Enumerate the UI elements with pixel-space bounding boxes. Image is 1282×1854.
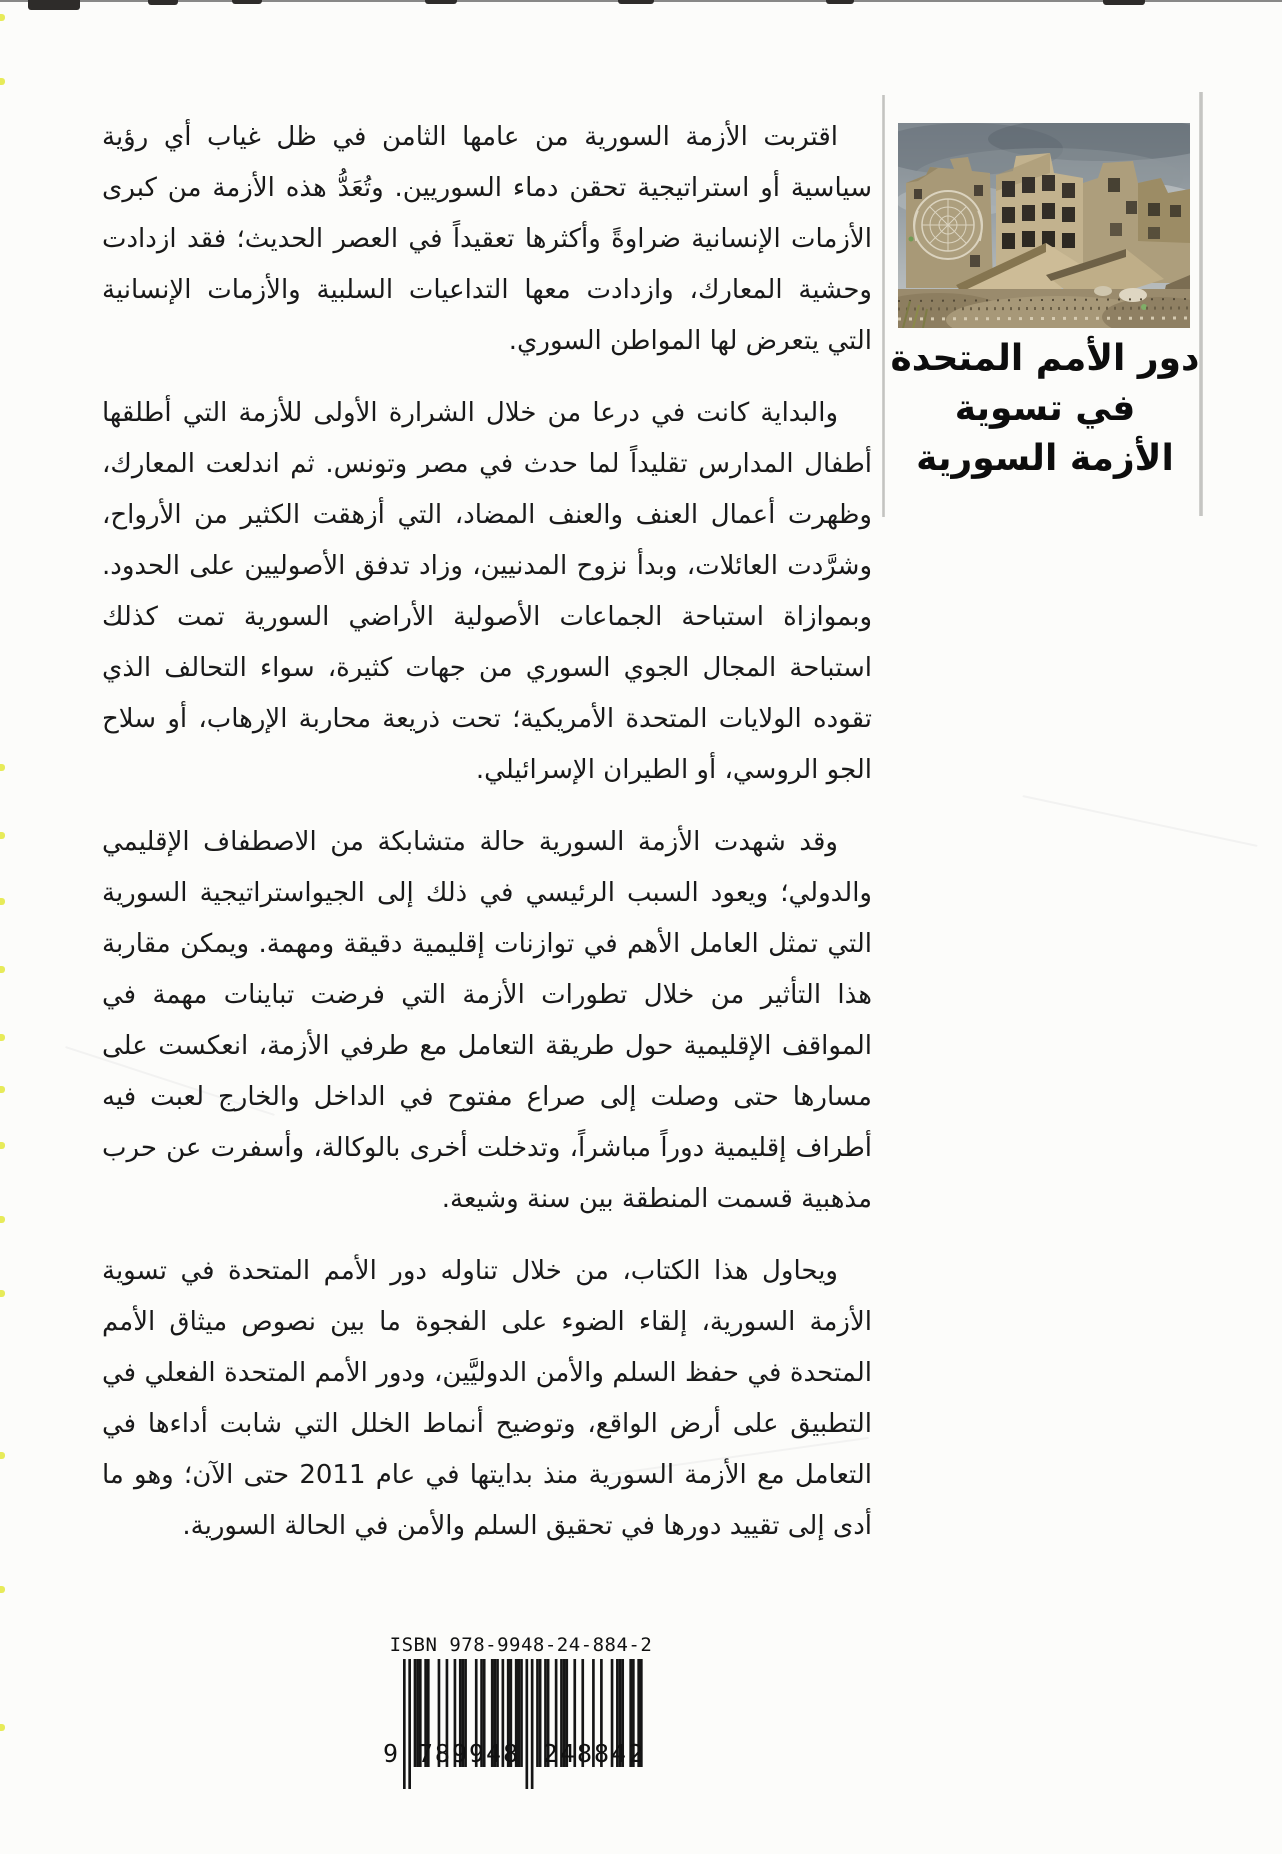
ruins-photo bbox=[898, 123, 1190, 328]
scan-artifact bbox=[0, 832, 5, 839]
scan-artifact bbox=[0, 1724, 5, 1731]
scan-artifact bbox=[148, 0, 178, 5]
scan-artifact bbox=[0, 1086, 5, 1093]
scan-artifact bbox=[0, 966, 5, 973]
ean13-barcode bbox=[385, 1659, 657, 1793]
scan-artifact bbox=[0, 1216, 5, 1223]
scan-artifact bbox=[0, 1290, 5, 1297]
isbn-barcode-block bbox=[385, 1634, 657, 1793]
scan-artifact bbox=[826, 0, 854, 4]
scan-artifact bbox=[425, 0, 457, 4]
scan-artifact bbox=[0, 1034, 5, 1041]
scan-artifact bbox=[0, 78, 5, 85]
book-title bbox=[880, 334, 1210, 484]
blurb-paragraph: اقتربت الأزمة السورية من عامها الثامن في ظل غياب أي رؤية سياسية أو استراتيجية تحقن دماء السوريين. وتُعَدُّ هذه الأزمة من كبرى الأزمات الإنسانية ضراوةً وأكثرها تعقيداً في العصر الحديث؛ فقد ازدادت وحشية المعارك، وازدادت معها التداعيات السلبية والأزمات الإنسانية التي يتعرض لها المواطن السوري. bbox=[102, 122, 872, 356]
scan-artifact bbox=[618, 0, 654, 4]
scan-artifact bbox=[232, 0, 262, 4]
book-title-line: دور الأمم المتحدة bbox=[890, 338, 1200, 379]
green-speck bbox=[909, 237, 914, 242]
ean-digit-left: 789948 bbox=[417, 1739, 521, 1768]
book-title-line: الأزمة السورية bbox=[916, 438, 1174, 479]
scan-scratch bbox=[1022, 795, 1257, 847]
scan-artifact bbox=[0, 14, 5, 21]
blurb-text bbox=[102, 112, 872, 1573]
scan-artifact bbox=[0, 898, 5, 905]
scan-artifact bbox=[1103, 0, 1145, 5]
scan-artifact bbox=[0, 1142, 5, 1149]
isbn-label: ISBN 978-9948-24-884-2 bbox=[389, 1634, 653, 1656]
blurb-paragraph: والبداية كانت في درعا من خلال الشرارة الأولى للأزمة التي أطلقها أطفال المدارس تقليداً لما حدث في مصر وتونس. ثم اندلعت المعارك، وظهرت أعمال العنف والعنف المضاد، التي أزهقت الكثير من الأرواح، وشرَّدت العائلات، وبدأ نزوح المدنيين، وزاد تدفق الأصوليين على الحدود. وبموازاة استباحة الجماعات الأصولية الأراضي السورية تمت كذلك استباحة المجال الجوي السوري من جهات كثيرة، سواء التحالف الذي تقوده الولايات المتحدة الأمريكية؛ تحت ذريعة محاربة الإرهاب، أو سلاح الجو الروسي، أو الطيران الإسرائيلي. bbox=[102, 398, 872, 785]
blurb-paragraph: ويحاول هذا الكتاب، من خلال تناوله دور الأمم المتحدة في تسوية الأزمة السورية، إلقاء الضوء على الفجوة ما بين نصوص ميثاق الأمم المتحدة في حفظ السلم والأمن الدوليَّين، ودور الأمم المتحدة الفعلي في التطبيق على أرض الواقع، وتوضيح أنماط الخلل التي شابت أداءها في التعامل مع الأزمة السورية منذ بدايتها في عام 2011 حتى الآن؛ وهو ما أدى إلى تقييد دورها في تحقيق السلم والأمن في الحالة السورية. bbox=[102, 1256, 872, 1541]
ean-digit-first: 9 bbox=[383, 1739, 401, 1768]
un-emblem-icon bbox=[914, 191, 982, 259]
scan-artifact bbox=[28, 0, 80, 10]
scan-artifact bbox=[0, 764, 5, 771]
blurb-paragraph: وقد شهدت الأزمة السورية حالة متشابكة من الاصطفاف الإقليمي والدولي؛ ويعود السبب الرئيسي في ذلك إلى الجيواستراتيجية السورية التي تمثل العامل الأهم في توازنات إقليمية دقيقة ومهمة. ويمكن مقاربة هذا التأثير من خلال تطورات الأزمة التي فرضت تباينات مهمة في المواقف الإقليمية حول طريقة التعامل مع طرفي الأزمة، انعكست على مسارها حتى وصلت إلى صراع مفتوح في الداخل والخارج لعبت فيه أطراف إقليمية دوراً مباشراً، وتدخلت أخرى بالوكالة، وأسفرت عن حرب مذهبية قسمت المنطقة بين سنة وشيعة. bbox=[102, 827, 872, 1214]
scan-artifact bbox=[0, 1586, 5, 1593]
scan-artifact bbox=[0, 1452, 5, 1459]
ean-digit-right: 248842 bbox=[542, 1739, 646, 1768]
book-title-line: في تسوية bbox=[954, 388, 1136, 429]
rubble-heap bbox=[898, 286, 1190, 328]
